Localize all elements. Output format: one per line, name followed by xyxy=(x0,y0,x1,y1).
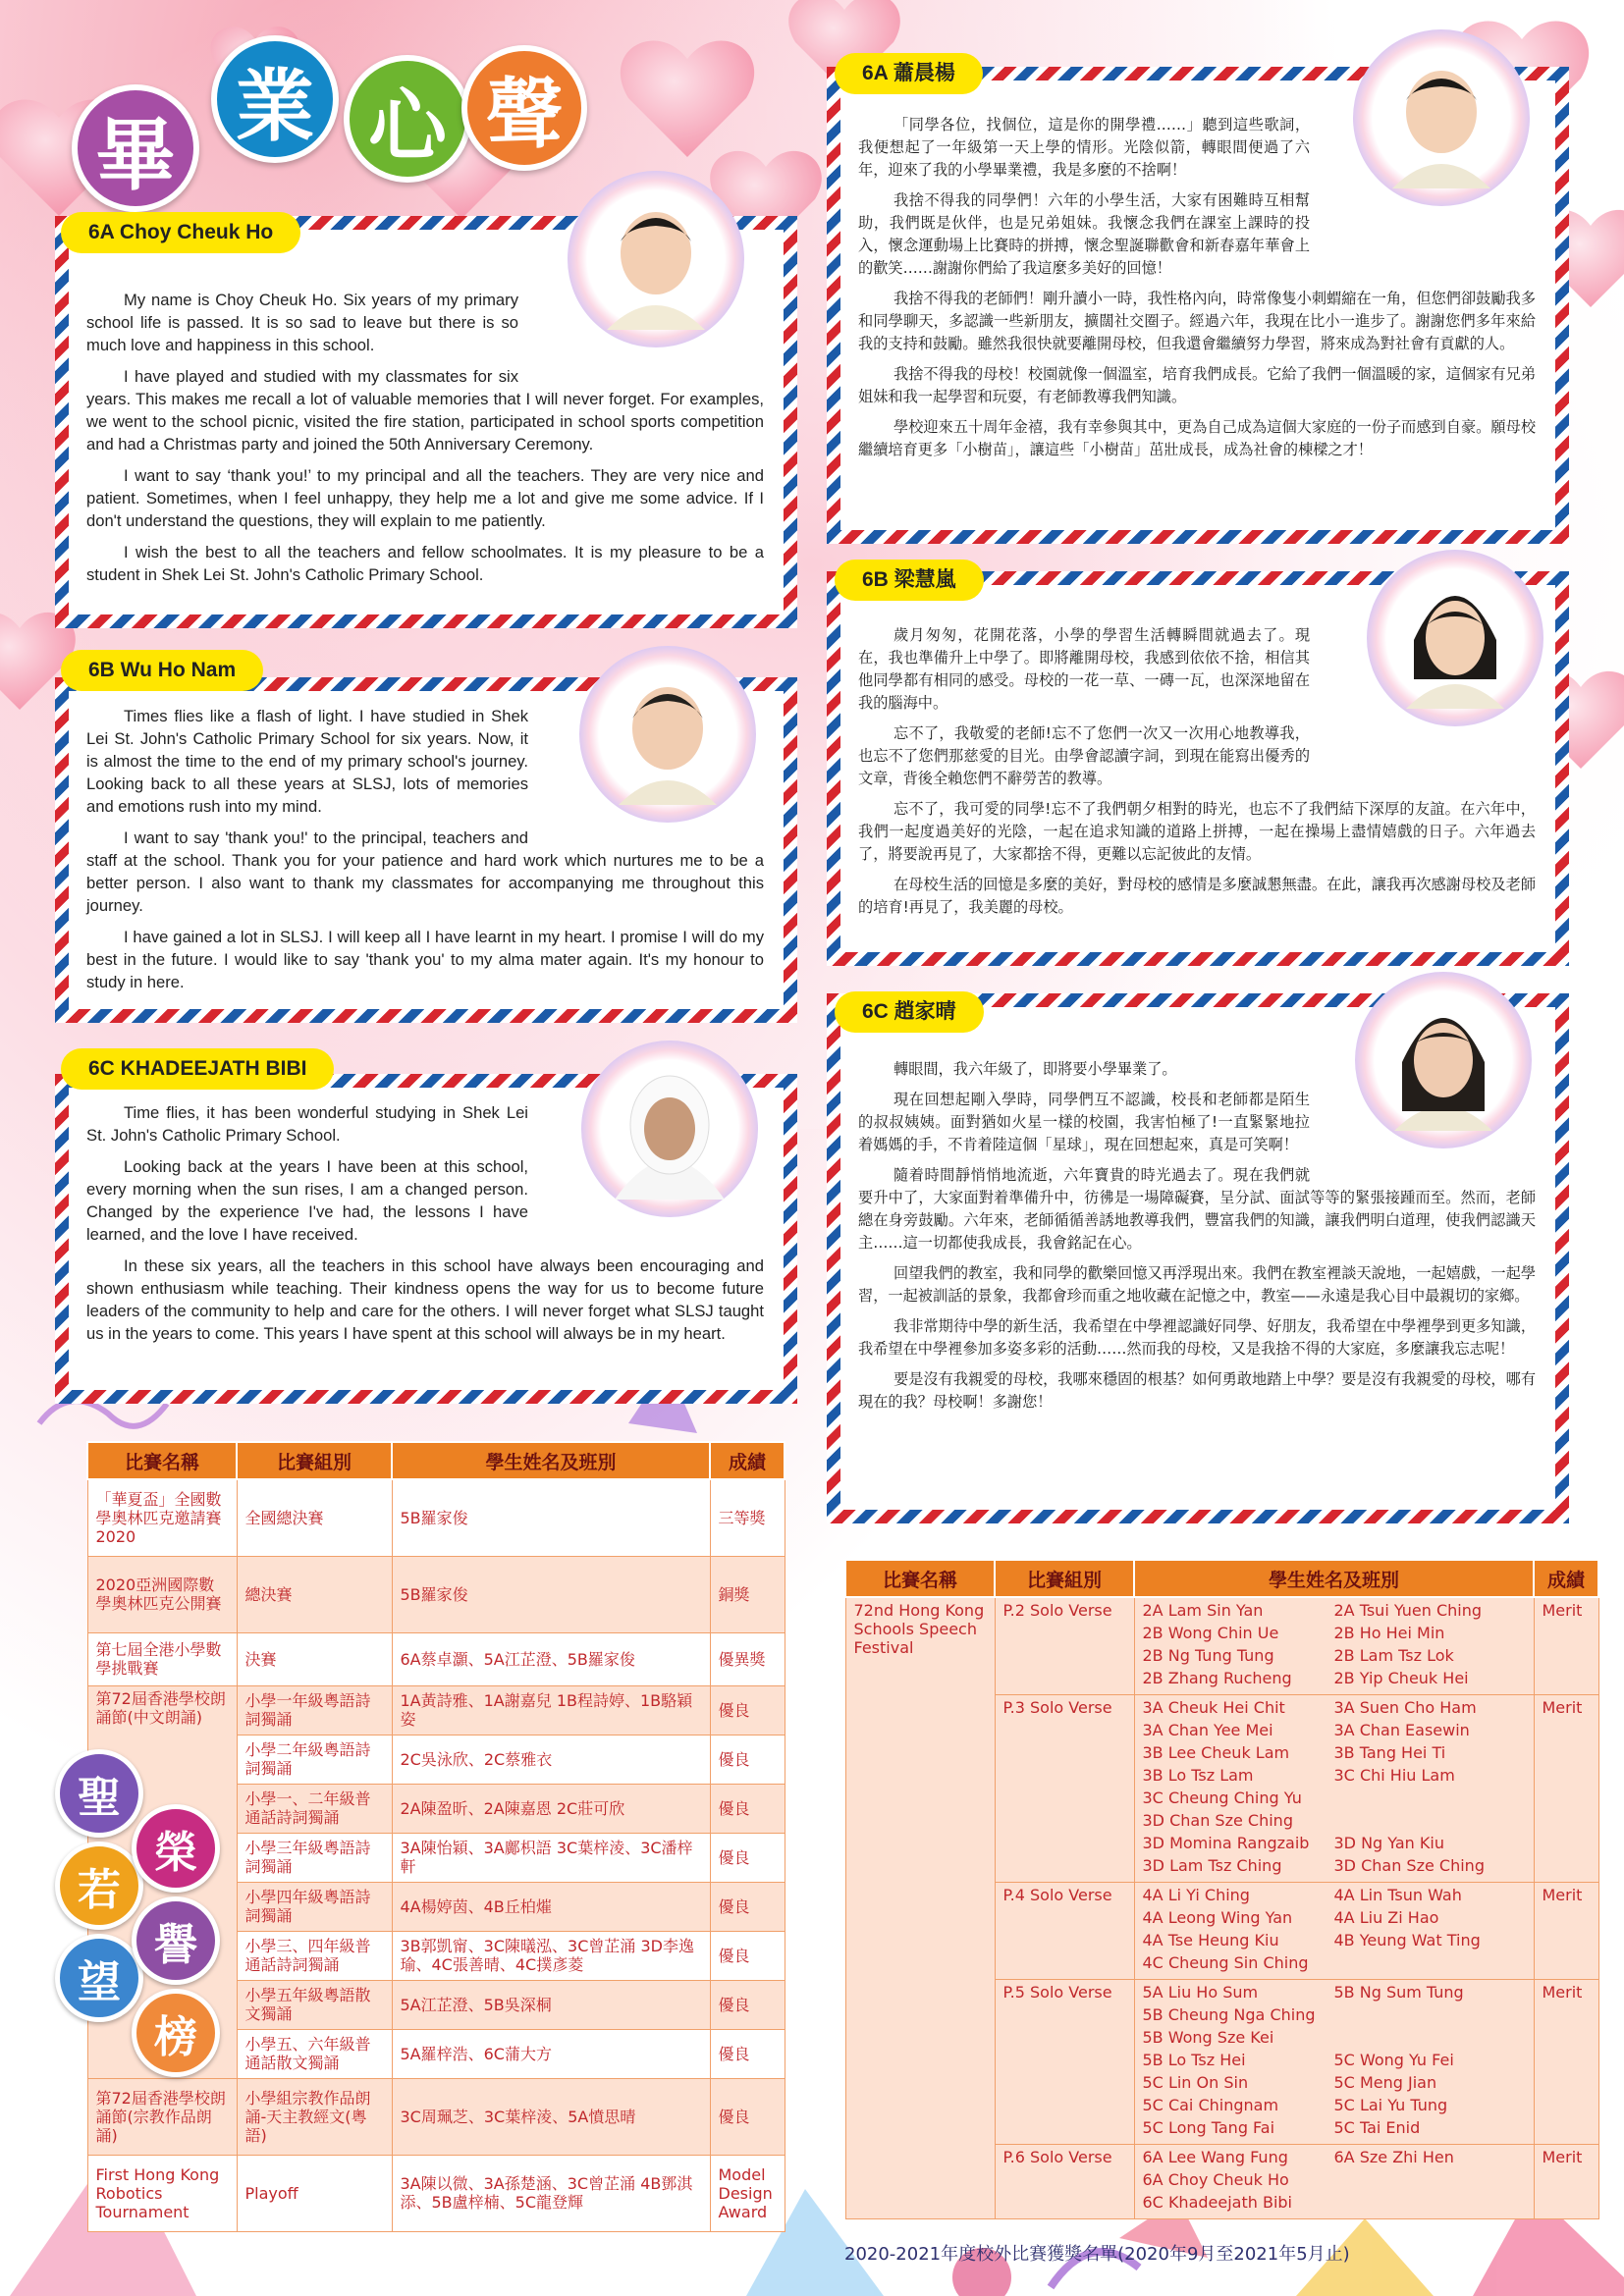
competition-name: 第72屆香港學校朗誦節(中文朗誦) xyxy=(87,1685,237,2078)
student-name: 5B Cheung Nga Ching xyxy=(1142,2005,1316,2024)
student-name: 4A Leong Wing Yan xyxy=(1142,1908,1293,1927)
student-name: 3A Cheuk Hei Chit xyxy=(1142,1698,1285,1717)
result: 銅獎 xyxy=(710,1556,785,1632)
essay-paragraph: I wish the best to all the teachers and fellow schoolmates. It is my pleasure to be a student in Shek Lei St. John's Catholic Primary School. xyxy=(86,543,764,584)
student-name: 5B Lo Tsz Hei xyxy=(1142,2051,1246,2069)
essay-tag-bibi: 6C KHADEEJATH BIBI xyxy=(61,1048,334,1090)
student-name xyxy=(1334,1953,1526,1976)
table-row xyxy=(87,1632,785,1685)
competition-group: P.3 Solo Verse xyxy=(995,1695,1134,1883)
result: 優良 xyxy=(710,1685,785,1735)
honor-char-2: 若 xyxy=(55,1842,143,1930)
student-name: 4C Cheung Sin Ching xyxy=(1142,1953,1309,1972)
essay-paragraph: 我捨不得我的母校！校園就像一個溫室，培育我們成長。它給了我們一個溫暖的家，這個家有兄弟姐妹和我一起學習和玩耍，有老師教導我們知識。 xyxy=(858,365,1536,405)
student-photo-chiu xyxy=(1355,972,1532,1148)
student-name: 3D Momina Rangzaib xyxy=(1142,1834,1310,1852)
competition-group: 小學一、二年級普通話詩詞獨誦 xyxy=(237,1784,392,1833)
student-name xyxy=(1334,2028,1526,2051)
competition-group: 小學二年級粵語詩詞獨誦 xyxy=(237,1735,392,1784)
student-name: 6C Khadeejath Bibi xyxy=(1142,2193,1292,2212)
student-names: 5B羅家俊 xyxy=(392,1556,710,1632)
result: Merit xyxy=(1534,1883,1598,1980)
table-row xyxy=(87,1479,785,1556)
essay-paragraph: 忘不了，我可愛的同學!忘不了我們朝夕相對的時光，也忘不了我們結下深厚的友誼。在六年中，我們一起度過美好的光陰，一起在追求知識的道路上拼搏，一起在操場上盡情嬉戲的日子。六年過去了，將要說再見了，大家都捨不得，更難以忘記彼此的友情。 xyxy=(858,800,1536,863)
competition-name: 72nd Hong Kong Schools Speech Festival xyxy=(845,1597,995,2219)
result: 優良 xyxy=(710,1882,785,1931)
student-photo-bibi xyxy=(581,1041,758,1217)
student-names xyxy=(1134,1695,1534,1883)
student-names xyxy=(1134,1980,1534,2145)
student-photo-wu xyxy=(579,646,756,823)
student-names: 2A陳盈昕、2A陳嘉恩 2C莊可欣 xyxy=(392,1784,710,1833)
column-header: 成績 xyxy=(710,1442,785,1479)
student-name: 5C Lai Yu Tung xyxy=(1333,2096,1448,2114)
result: 優良 xyxy=(710,1833,785,1882)
names-column-left xyxy=(1143,1698,1334,1879)
names-column-right xyxy=(1334,1886,1526,1976)
student-photo-choy xyxy=(568,171,744,347)
column-header: 比賽名稱 xyxy=(87,1442,237,1479)
honor-char-5: 譽 xyxy=(132,1896,220,1985)
result: Merit xyxy=(1534,1597,1598,1695)
column-header: 成績 xyxy=(1534,1560,1598,1597)
student-names: 5B羅家俊 xyxy=(392,1479,710,1556)
student-name: 3D Ng Yan Kiu xyxy=(1333,1834,1444,1852)
names-column-right xyxy=(1334,1698,1526,1879)
student-photo-leung xyxy=(1367,550,1543,726)
essay-paragraph: I want to say ‘thank you!’ to my principal and all the teachers. They are very nice and patient. Sometimes, when I feel unhappy, they help me a lot and give me some advice. If I don't understand the questions, they will explain to me patiently. xyxy=(86,466,764,530)
essay-tag-choy: 6A Choy Cheuk Ho xyxy=(61,212,300,253)
competition-group: 小學四年級粵語詩詞獨誦 xyxy=(237,1882,392,1931)
competition-name: First Hong Kong Robotics Tournament xyxy=(87,2155,237,2231)
student-name: 4A Lin Tsun Wah xyxy=(1333,1886,1462,1904)
competition-name: 第72屆香港學校朗誦節(宗教作品朗誦) xyxy=(87,2078,237,2155)
result: 優良 xyxy=(710,1931,785,1980)
result: Model Design Award xyxy=(710,2155,785,2231)
student-name: 4A Tse Heung Kiu xyxy=(1142,1931,1279,1949)
result: 優良 xyxy=(710,2078,785,2155)
student-name: 2A Lam Sin Yan xyxy=(1142,1601,1264,1620)
student-name: 2B Wong Chin Ue xyxy=(1142,1624,1279,1642)
result: 優良 xyxy=(710,2029,785,2078)
table-row xyxy=(87,2155,785,2231)
student-names xyxy=(1134,1883,1534,1980)
student-names: 3A陳以微、3A孫楚涵、3C曾芷涌 4B鄧淇添、5B盧梓楠、5C龍登輝 xyxy=(392,2155,710,2231)
student-name: 2B Ho Hei Min xyxy=(1333,1624,1445,1642)
column-header: 比賽組別 xyxy=(237,1442,392,1479)
student-names: 2C吳泳欣、2C蔡雅衣 xyxy=(392,1735,710,1784)
student-name: 5C Meng Jian xyxy=(1333,2073,1437,2092)
competition-group: P.5 Solo Verse xyxy=(995,1980,1134,2145)
student-name: 3C Chi Hiu Lam xyxy=(1333,1766,1455,1785)
essay-paragraph: 我非常期待中學的新生活，我希望在中學裡認識好同學、好朋友，我希望在中學裡學到更多知識，我希望在中學裡參加多姿多彩的活動……然而我的母校，又是我捨不得的大家庭，多麼讓我忘志呢！ xyxy=(858,1317,1536,1358)
student-name: 5C Long Tang Fai xyxy=(1142,2118,1275,2137)
essay-paragraph: 現在回想起剛入學時，同學們互不認識，校長和老師都是陌生的叔叔姨姨。面對猶如火星一樣的校園，我害怕極了!一直緊緊地拉着媽媽的手，不肯着陸這個「星球」，現在回想起來，真是可笑啊！ xyxy=(858,1091,1310,1153)
essay-paragraph: 隨着時間靜悄悄地流逝，六年寶貴的時光過去了。現在我們就要升中了，大家面對着準備升中，彷彿是一場障礙賽，呈分試、面試等等的緊張接踵而至。然而，老師總在身旁鼓勵。六年來，老師循循善誘地教導我們，豐富我們的知識，讓我們明白道理，使我們認識天主……這一切都使我成長，我會銘記在心。 xyxy=(858,1166,1536,1252)
student-name: 2B Ng Tung Tung xyxy=(1142,1646,1274,1665)
student-name: 3A Suen Cho Ham xyxy=(1333,1698,1477,1717)
competition-name: 「華夏盃」全國數學奧林匹克邀請賽2020 xyxy=(87,1479,237,1556)
result: 優異獎 xyxy=(710,1632,785,1685)
table-row xyxy=(845,1597,1598,1695)
title-char-1: 畢 xyxy=(72,84,199,212)
competition-group: 小學組宗教作品朗誦-天主教經文(粵語) xyxy=(237,2078,392,2155)
essay-paragraph: 轉眼間，我六年級了，即將要小學畢業了。 xyxy=(893,1060,1177,1078)
honor-char-6: 榜 xyxy=(132,1989,220,2077)
student-name: 3B Lee Cheuk Lam xyxy=(1142,1743,1290,1762)
student-name: 5C Wong Yu Fei xyxy=(1333,2051,1454,2069)
competition-group: 小學三年級粵語詩詞獨誦 xyxy=(237,1833,392,1882)
essay-paragraph: I want to say 'thank you!' to the principal, teachers and staff at the school. Thank you for your patience and hard work which nurtures me to be a better person. I also want to thank my classmates for accompanying me throughout this journey. xyxy=(86,828,764,915)
student-name xyxy=(1334,2170,1526,2193)
table-row xyxy=(87,1556,785,1632)
essay-paragraph: 忘不了，我敬愛的老師!忘不了您們一次又一次用心地教導我，也忘不了您們那慈愛的目光。由學會認讀字詞，到現在能寫出優秀的文章，背後全賴您們不辭勞苦的教導。 xyxy=(858,724,1310,787)
names-column-right xyxy=(1334,1983,1526,2141)
student-name xyxy=(1334,1811,1526,1834)
student-name: 2B Lam Tsz Lok xyxy=(1333,1646,1454,1665)
competition-group: 小學五年級粵語散文獨誦 xyxy=(237,1980,392,2029)
competition-group: 小學五、六年級普通話散文獨誦 xyxy=(237,2029,392,2078)
student-names: 5A羅梓浩、6C蒲大方 xyxy=(392,2029,710,2078)
essay-tag-chiu: 6C 趙家晴 xyxy=(835,991,984,1033)
student-names: 3A陳怡穎、3A鄺枳語 3C葉梓淩、3C潘梓軒 xyxy=(392,1833,710,1882)
table-row xyxy=(87,2078,785,2155)
student-name: 3B Tang Hei Ti xyxy=(1333,1743,1446,1762)
student-name: 5A Liu Ho Sum xyxy=(1142,1983,1259,2002)
student-name: 2A Tsui Yuen Ching xyxy=(1333,1601,1483,1620)
student-name: 6A Lee Wang Fung xyxy=(1142,2148,1288,2166)
competition-group: P.4 Solo Verse xyxy=(995,1883,1134,1980)
student-name: 4A Li Yi Ching xyxy=(1142,1886,1250,1904)
essay-paragraph: 歲月匆匆，花開花落，小學的學習生活轉瞬間就過去了。現在，我也準備升上中學了。即將離開母校，我感到依依不捨，相信其他同學都有相同的感受。母校的一花一草、一磚一瓦，也深深地留在我的腦海中。 xyxy=(858,626,1310,712)
result: 優良 xyxy=(710,1784,785,1833)
competition-name: 第七屆全港小學數學挑戰賽 xyxy=(87,1632,237,1685)
student-name: 3C Cheung Ching Yu xyxy=(1142,1789,1302,1807)
result: Merit xyxy=(1534,1695,1598,1883)
student-names: 3C周珮芝、3C葉梓淩、5A憤思晴 xyxy=(392,2078,710,2155)
essay-paragraph: Looking back at the years I have been at this school, every morning when the sun rises, I am a changed person. Changed by the experience I've had, the lessons I have learned, and the love I have received. xyxy=(86,1157,528,1244)
student-name: 6A Choy Cheuk Ho xyxy=(1142,2170,1289,2189)
student-names xyxy=(1134,1597,1534,1695)
competition-group: Playoff xyxy=(237,2155,392,2231)
essay-paragraph: In these six years, all the teachers in this school have always been encouraging and shown enthusiasm while teaching. Their kindness opens the way for us to become future leaders of the community to help and care for the others. I will never forget what SLSJ taught us in the years to come. This years I have spent at this school will always be in my heart. xyxy=(86,1256,764,1343)
essay-tag-leung: 6B 梁慧嵐 xyxy=(835,560,984,601)
competition-group: 總決賽 xyxy=(237,1556,392,1632)
student-photo-siu xyxy=(1353,29,1530,206)
student-name: 5C Cai Chingnam xyxy=(1142,2096,1279,2114)
names-column-left xyxy=(1143,1886,1334,1976)
student-name: 5C Lin On Sin xyxy=(1142,2073,1249,2092)
student-names: 4A楊婷茵、4B丘柏熣 xyxy=(392,1882,710,1931)
student-name: 3D Chan Sze Ching xyxy=(1142,1811,1293,1830)
column-header: 學生姓名及班別 xyxy=(392,1442,710,1479)
student-name xyxy=(1334,1789,1526,1811)
student-name: 3A Chan Yee Mei xyxy=(1142,1721,1273,1739)
essay-paragraph: Times flies like a flash of light. I have studied in Shek Lei St. John's Catholic Primary School for six years. Now, it is almost the time to the end of my primary school's journey. Looking back to all these years at SLSJ, lots of memories and emotions rush into my mind. xyxy=(86,707,528,816)
competition-group: P.2 Solo Verse xyxy=(995,1597,1134,1695)
title-char-2: 業 xyxy=(211,35,339,163)
result: Merit xyxy=(1534,2145,1598,2219)
student-name: 2B Zhang Rucheng xyxy=(1142,1669,1292,1687)
competition-group: 小學三、四年級普通話詩詞獨誦 xyxy=(237,1931,392,1980)
student-names: 1A黃詩雅、1A謝嘉兒 1B程詩婷、1B駱穎姿 xyxy=(392,1685,710,1735)
column-header: 學生姓名及班別 xyxy=(1134,1560,1534,1597)
essay-paragraph: 回望我們的教室，我和同學的歡樂回憶又再浮現出來。我們在教室裡談天說地，一起嬉戲，一起學習，一起被訓話的景象，我都會珍而重之地收藏在記憶之中，教室——永遠是我心目中最親切的家鄉。 xyxy=(858,1264,1536,1305)
competition-group: 全國總決賽 xyxy=(237,1479,392,1556)
student-name: 5C Tai Enid xyxy=(1333,2118,1421,2137)
student-names: 5A江芷澄、5B吳深桐 xyxy=(392,1980,710,2029)
honor-char-3: 望 xyxy=(55,1934,143,2022)
student-name: 6A Sze Zhi Hen xyxy=(1333,2148,1454,2166)
awards-table-2 xyxy=(844,1559,1599,2219)
essay-paragraph: 我捨不得我的同學們！六年的小學生活，大家有困難時互相幫助，我們既是伙伴，也是兄弟姐妹。我懷念我們在課室上課時的投入，懷念運動場上比賽時的拼搏，懷念聖誕聯歡會和新春嘉年華會上的歡笑……謝謝你們給了我這麼多美好的回憶！ xyxy=(858,191,1310,277)
student-name: 3B Lo Tsz Lam xyxy=(1142,1766,1254,1785)
student-name: 3A Chan Easewin xyxy=(1333,1721,1470,1739)
essay-paragraph: 在母校生活的回憶是多麼的美好，對母校的感情是多麼誠懇無盡。在此，讓我再次感謝母校及老師的培育!再見了，我美麗的母校。 xyxy=(858,876,1536,916)
student-name: 2B Yip Cheuk Hei xyxy=(1333,1669,1469,1687)
names-column-right xyxy=(1334,2148,1526,2216)
result: 三等獎 xyxy=(710,1479,785,1556)
essay-paragraph: 「同學各位，找個位，這是你的開學禮……」聽到這些歌詞，我便想起了一年級第一天上學的情形。光陰似箭，轉眼間便過了六年，迎來了我的小學畢業禮，我是多麼的不捨啊！ xyxy=(858,116,1310,179)
essay-paragraph: 學校迎來五十周年金禧，我有幸參與其中，更為自己成為這個大家庭的一份子而感到自豪。願母校繼續培育更多「小樹苗」，讓這些「小樹苗」茁壯成長，成為社會的棟樑之才！ xyxy=(858,418,1536,458)
essay-paragraph: 要是沒有我親愛的母校，我哪來穩固的根基？如何勇敢地踏上中學？要是沒有我親愛的母校，哪有現在的我？母校啊！多謝您！ xyxy=(858,1370,1536,1411)
names-column-left xyxy=(1143,1983,1334,2141)
essay-paragraph: I have played and studied with my classmates for six years. This makes me recall a lot of valuable memories that I will never forget. For examples, we went to the school picnic, visited the fire station, participated in school sports competition and had a Christmas party and joined the 50th Anniversary Ceremony. xyxy=(86,367,764,454)
footer-caption: 2020-2021年度校外比賽獲獎名單(2020年9月至2021年5月止) xyxy=(844,2244,1350,2265)
table-row xyxy=(87,1685,785,1735)
names-column-right xyxy=(1334,1601,1526,1691)
column-header: 比賽名稱 xyxy=(845,1560,995,1597)
student-name: 5B Ng Sum Tung xyxy=(1333,1983,1464,2002)
essay-paragraph: I have gained a lot in SLSJ. I will keep all I have learnt in my heart. I promise I will do my best in the future. I would like to say 'thank you' to my alma mater again. It's my honour to study in here. xyxy=(86,928,764,991)
student-name xyxy=(1334,2193,1526,2216)
names-column-left xyxy=(1143,1601,1334,1691)
essay-tag-siu: 6A 蕭晨楊 xyxy=(835,53,983,94)
competition-group: 小學一年級粵語詩詞獨誦 xyxy=(237,1685,392,1735)
competition-group: 決賽 xyxy=(237,1632,392,1685)
student-names: 6A蔡卓灝、5A江芷澄、5B羅家俊 xyxy=(392,1632,710,1685)
student-name: 5B Wong Sze Kei xyxy=(1142,2028,1274,2047)
result: 優良 xyxy=(710,1735,785,1784)
competition-name: 2020亞洲國際數學奧林匹克公開賽 xyxy=(87,1556,237,1632)
essay-paragraph: My name is Choy Cheuk Ho. Six years of my primary school life is passed. It is so sad to leave but there is so much love and happiness in this school. xyxy=(86,291,518,354)
student-names: 3B郭凱甯、3C陳㬢泓、3C曾芷涌 3D李逸瑜、4C張善晴、4C撲彥菱 xyxy=(392,1931,710,1980)
student-name: 3D Chan Sze Ching xyxy=(1333,1856,1485,1875)
column-header: 比賽組別 xyxy=(995,1560,1134,1597)
student-names xyxy=(1134,2145,1534,2219)
competition-group: P.6 Solo Verse xyxy=(995,2145,1134,2219)
honor-char-1: 聖 xyxy=(55,1749,143,1838)
essay-tag-wu: 6B Wu Ho Nam xyxy=(61,650,263,691)
honor-char-4: 榮 xyxy=(132,1804,220,1893)
result: Merit xyxy=(1534,1980,1598,2145)
title-char-3: 心 xyxy=(344,55,471,183)
result: 優良 xyxy=(710,1980,785,2029)
student-name xyxy=(1334,2005,1526,2028)
names-column-left xyxy=(1143,2148,1334,2216)
essay-paragraph: 我捨不得我的老師們！剛升讀小一時，我性格內向，時常像隻小刺蝟縮在一角，但您們卻鼓勵我多和同學聊天，多認識一些新朋友，擴闊社交圈子。經過六年，我現在比小一進步了。謝謝您們多年來給我的支持和鼓勵。雖然我很快就要離開母校，但我還會繼續努力學習，將來成為對社會有貢獻的人。 xyxy=(858,290,1536,352)
student-name: 4B Yeung Wat Ting xyxy=(1333,1931,1481,1949)
student-name: 3D Lam Tsz Ching xyxy=(1142,1856,1282,1875)
student-name: 4A Liu Zi Hao xyxy=(1333,1908,1439,1927)
essay-paragraph: Time flies, it has been wonderful studying in Shek Lei St. John's Catholic Primary School. xyxy=(86,1103,528,1145)
title-char-4: 聲 xyxy=(461,45,587,171)
